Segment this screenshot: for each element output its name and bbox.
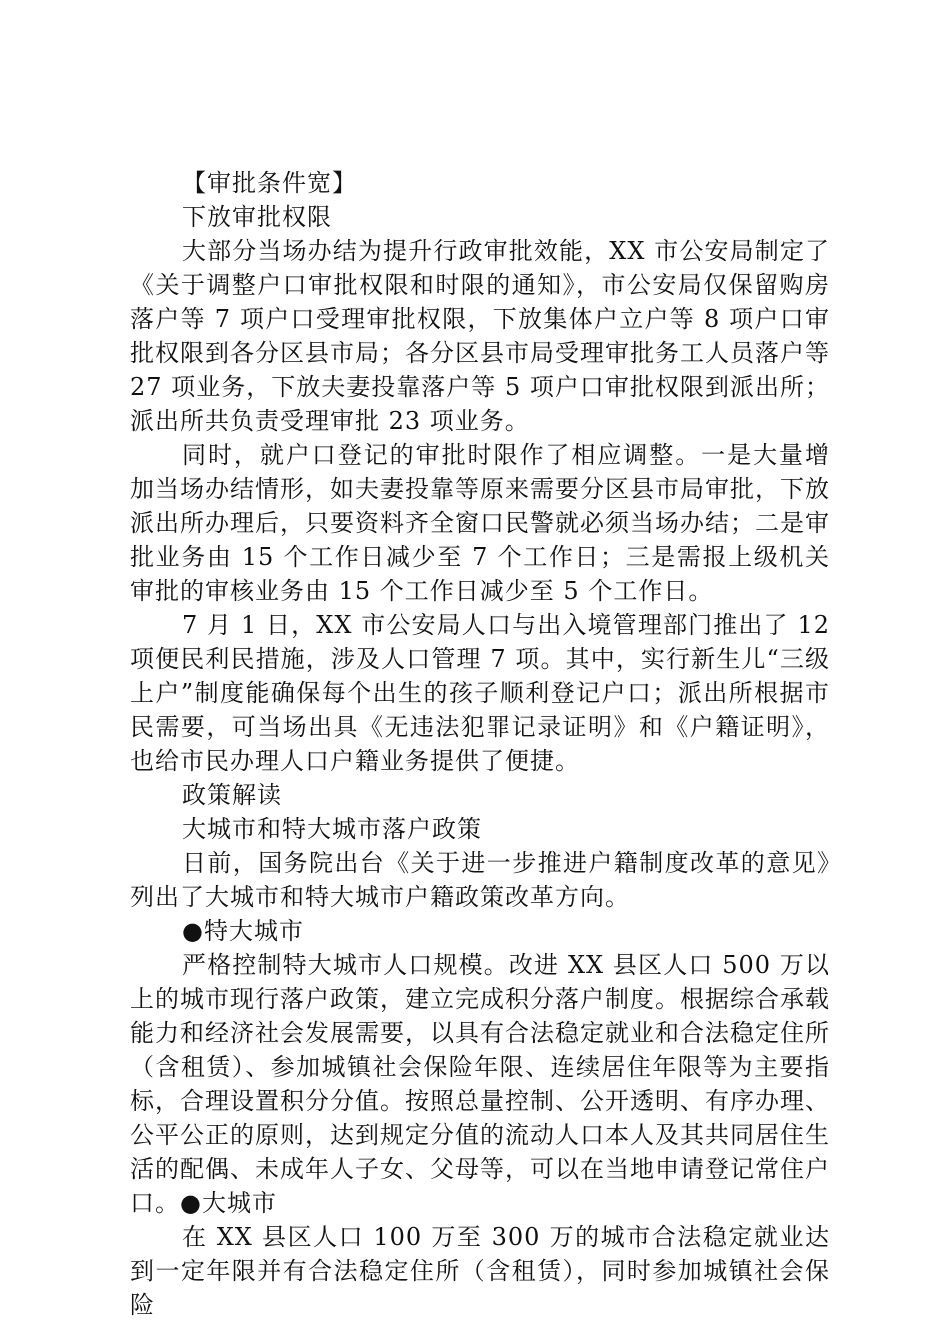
paragraph-delegation: 大部分当场办结为提升行政审批效能，XX 市公安局制定了《关于调整户口审批权限和时限的通知》，市公安局仅保留购房落户等 7 项户口受理审批权限，下放集体户立户等 8 项户口审批权限到各分区县市局；各分区县市局受理审批务工人员落户等 27 项业务，下放夫妻投靠落户等 5 项户口审批权限到派出所；派出所共负责受理审批 23 项业务。 [130, 237, 830, 435]
paragraph-state-council: 日前，国务院出台《关于进一步推进户籍制度改革的意见》列出了大城市和特大城市户籍政策改革方向。 [130, 849, 830, 911]
section-heading-approval: 【审批条件宽】 [182, 169, 357, 197]
paragraph-large-city-policy: 在 XX 县区人口 100 万至 300 万的城市合法稳定就业达到一定年限并有合法稳定住所（含租赁），同时参加城镇社会保险 [130, 1223, 830, 1319]
section-heading-megacity: ●特大城市 [182, 917, 304, 945]
section-heading-city-policy: 大城市和特大城市落户政策 [182, 815, 482, 843]
section-heading-delegate: 下放审批权限 [182, 203, 332, 231]
paragraph-convenience-measures: 7 月 1 日，XX 市公安局人口与出入境管理部门推出了 12 项便民利民措施，涉及人口管理 7 项。其中，实行新生儿“三级上户”制度能确保每个出生的孩子顺利登记户口；派出所根据市民需要，可当场出具《无违法犯罪记录证明》和《户籍证明》，也给市民办理人口户籍业务提供了便捷。 [130, 611, 830, 775]
document-page [130, 166, 830, 1322]
paragraph-time-limits: 同时，就户口登记的审批时限作了相应调整。一是大量增加当场办结情形，如夫妻投靠等原来需要分区县市局审批，下放派出所办理后，只要资料齐全窗口民警就必须当场办结；二是审批业务由 15 个工作日减少至 7 个工作日；三是需报上级机关审批的审核业务由 15 个工作日减少至 5 个工作日。 [130, 441, 830, 605]
section-heading-policy: 政策解读 [182, 781, 282, 809]
paragraph-megacity-policy: 严格控制特大城市人口规模。改进 XX 县区人口 500 万以上的城市现行落户政策，建立完成积分落户制度。根据综合承载能力和经济社会发展需要，以具有合法稳定就业和合法稳定住所（含租赁）、参加城镇社会保险年限、连续居住年限等为主要指标，合理设置积分分值。按照总量控制、公开透明、有序办理、公平公正的原则，达到规定分值的流动人口本人及其共同居住生活的配偶、未成年人子女、父母等，可以在当地申请登记常住户口。●大城市 [130, 951, 830, 1217]
